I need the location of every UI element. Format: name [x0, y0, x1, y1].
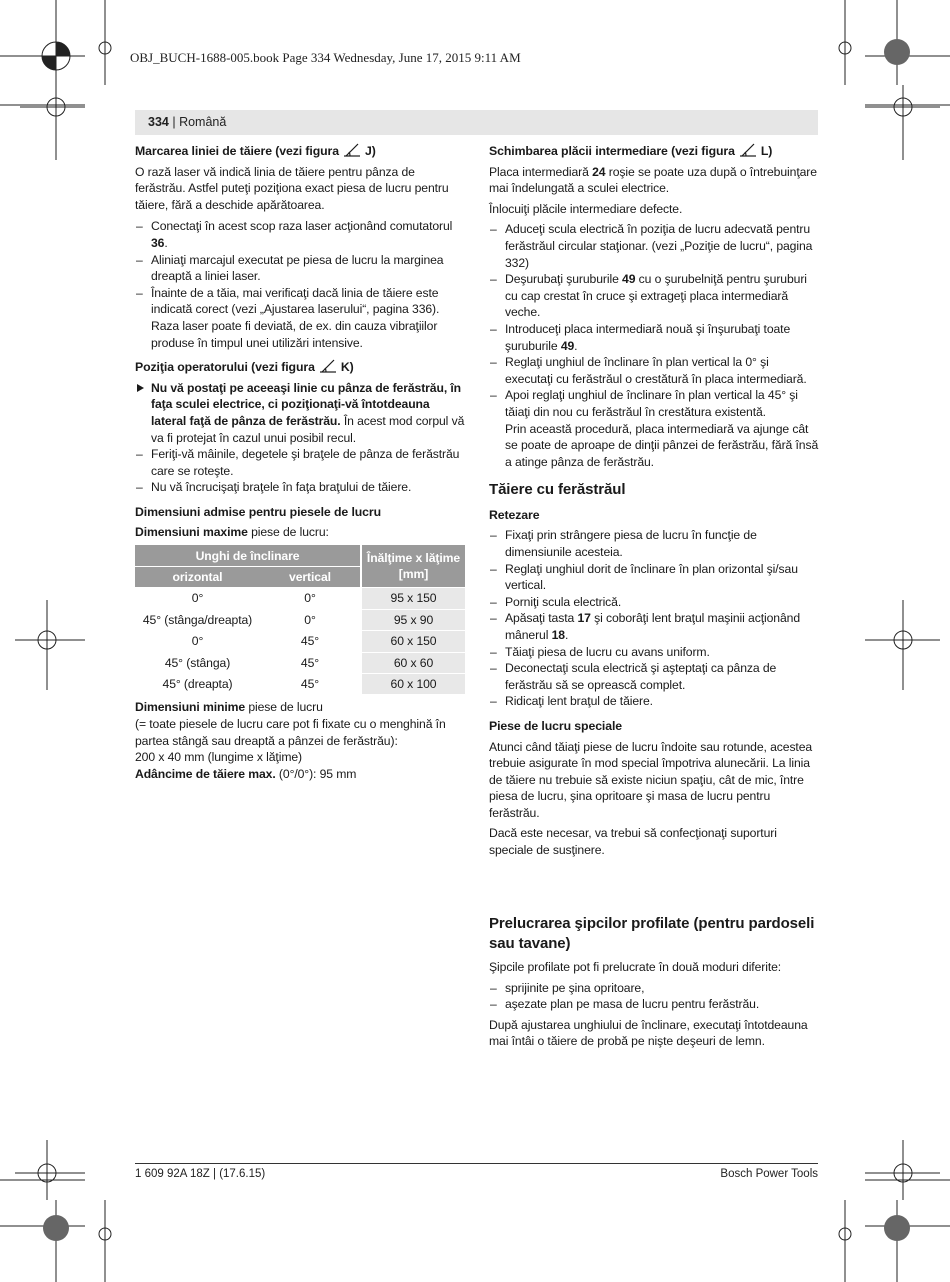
plate-item: – Apoi reglaţi unghiul de înclinare în plan vertical la 45° şi tăiaţi din nou cu ferăstrăul în crestătura existentă. — [489, 387, 819, 420]
profiles-item: – sprijinite pe şina opritoare, — [489, 980, 819, 997]
max-dimensions-label: Dimensiuni maxime piese de lucru: — [135, 525, 329, 540]
plate-item: – Aduceţi scula electrică în poziţia de lucru adecvată pentru ferăstrăul circular staţionar. (vezi „Poziţie de lucru“, pagina 332) — [489, 221, 819, 271]
table-header-horizontal: orizontal — [135, 567, 260, 588]
table-row: 0° 0° 95 x 150 — [135, 588, 465, 609]
profiles-body-2: După ajustarea unghiului de înclinare, executaţi întotdeauna mai întâi o tăiere de probă pe nişte deşeuri de lemn. — [489, 1017, 808, 1049]
table-header-size: Înălţime x lăţime [mm] — [361, 545, 465, 588]
plate-item: – Reglaţi unghiul de înclinare în plan vertical la 0° şi executaţi cu ferăstrăul o crestătură în placa intermediară. — [489, 354, 819, 387]
min-dimensions-label: Dimensiuni minime piese de lucru — [135, 700, 323, 715]
profiles-body: Şipcile profilate pot fi prelucrate în două moduri diferite: — [489, 960, 782, 974]
footer-doc-id: 1 609 92A 18Z | (17.6.15) — [135, 1168, 266, 1180]
laser-item: – Conectaţi în acest scop raza laser acţionând comutatorul 36. — [135, 218, 467, 251]
special-body: Atunci când tăiaţi piese de lucru îndoite sau rotunde, acestea trebuie asigurate în mod special împotriva alunecării. La linia de tăiere nu trebuie să existe niciun spaţiu, cât de mic, între piesa de lucru, şina opritoare şi masa de lucru pentru ferăstrău. — [489, 739, 813, 820]
laser-item: – Aliniaţi marcajul executat pe piesa de lucru la marginea dreaptă a liniei laser. — [135, 252, 467, 285]
footer-rule — [135, 1163, 818, 1164]
plate-body-2: Înlocuiţi plăcile intermediare defecte. — [489, 201, 683, 216]
subsection-cutting: Retezare — [489, 507, 540, 522]
page-header — [148, 115, 226, 129]
cutting-item: – Ridicaţi lent braţul de tăiere. — [489, 693, 819, 710]
plate-item-continuation: Prin această procedură, placa intermediară va ajunge cât se poate de aproape de dinţii pânzei de ferăstrău, fără însă a atinge pânza de ferăstrău. — [505, 421, 819, 469]
table-header-vertical: vertical — [260, 567, 361, 588]
warning-item: Nu vă postaţi pe aceeaşi linie cu pânza de ferăstrău, în faţa sculei electrice, ci poziţionaţi-vă întotdeauna lateral faţă de pânza de ferăstrău. În acest mod corpul vă va fi protejat în cazul unui posibil recul. — [135, 380, 467, 446]
cutting-item: – Fixaţi prin strângere piesa de lucru în funcţie de dimensiunile acesteia. — [489, 527, 819, 560]
table-row: 0° 45° 60 x 150 — [135, 631, 465, 652]
laser-item: – Înainte de a tăia, mai verificaţi dacă linia de tăiere este indicată corect (vezi „Ajustarea laserului“, pagina 336). Raza laser poate fi deviată, de ex. din cauza vibraţiilor produse în timpul unei utilizări intensive. — [135, 285, 467, 351]
header-separator: | — [168, 115, 180, 129]
cutting-item: – Apăsaţi tasta 17 şi coborâţi lent braţul maşinii acţionând mânerul 18. — [489, 610, 819, 643]
section-title-sawing: Tăiere cu ferăstrăul — [489, 481, 626, 499]
plate-item: – Deşurubaţi şuruburile 49 cu o şurubelniţă pentru şuruburi cu cap crestat în cruce şi extrageţi placa intermediară veche. — [489, 271, 819, 321]
laser-body: O rază laser vă indică linia de tăiere pentru pânza de ferăstrău. Astfel puteţi poziţiona exact piesa de lucru pentru tăiere, fără a deschide apărătoarea. — [135, 164, 449, 212]
table-header-angle: Unghi de înclinare — [135, 545, 361, 567]
cutting-item: – Porniţi scula electrică. — [489, 594, 819, 611]
min-dimensions-body: (= toate piesele de lucru care pot fi fixate cu o menghină în partea stângă sau dreaptă a pânzei de ferăstrău): — [135, 717, 446, 748]
right-column-lower — [489, 914, 819, 1050]
subsection-special-workpieces: Piese de lucru speciale — [489, 718, 623, 733]
min-dimensions-value: 200 x 40 mm (lungime x lăţime) — [135, 750, 303, 765]
page-number: 334 — [148, 115, 169, 129]
section-title-profiles: Prelucrarea şipcilor profilate (pentru pardoseli sau tavane) — [489, 915, 815, 952]
dimensions-table — [135, 545, 465, 695]
max-cut-depth: Adâncime de tăiere max. (0°/0°): 95 mm — [135, 766, 357, 781]
cutting-item: – Tăiaţi piesa de lucru cu avans uniform. — [489, 644, 819, 661]
operator-item: – Feriţi-vă mâinile, degetele şi braţele de pânza de ferăstrău care se roteşte. — [135, 446, 467, 479]
table-row: 45° (stânga/dreapta) 0° 95 x 90 — [135, 609, 465, 630]
plate-item: – Introduceţi placa intermediară nouă şi înşurubaţi toate şuruburile 49. — [489, 321, 819, 354]
cutting-item: – Reglaţi unghiul dorit de înclinare în plan orizontal şi/sau vertical. — [489, 561, 819, 594]
special-body-2: Dacă este necesar, va trebui să confecţionaţi suporturi speciale de susţinere. — [489, 826, 777, 858]
table-row: 45° (stânga) 45° 60 x 60 — [135, 652, 465, 673]
file-slug: OBJ_BUCH-1688-005.book Page 334 Wednesday, June 17, 2015 9:11 AM — [130, 50, 521, 65]
operator-item: – Nu vă încrucişaţi braţele în faţa braţului de tăiere. — [135, 479, 467, 496]
footer-brand: Bosch Power Tools — [720, 1168, 818, 1180]
plate-body: Placa intermediară 24 roşie se poate uza după o întrebuinţare mai îndelungată a sculei electrice. — [489, 164, 817, 196]
figure-symbol-icon — [739, 143, 757, 157]
section-title-laser: Marcarea liniei de tăiere (vezi figura J) — [135, 144, 376, 158]
table-row: 45° (dreapta) 45° 60 x 100 — [135, 674, 465, 695]
profiles-item: – aşezate plan pe masa de lucru pentru ferăstrău. — [489, 996, 819, 1013]
header-language: Română — [179, 115, 227, 129]
left-column — [135, 143, 467, 782]
cutting-item: – Deconectaţi scula electrică şi aşteptaţi ca pânza de ferăstrău să se oprească complet. — [489, 660, 819, 693]
figure-symbol-icon — [319, 359, 337, 373]
figure-symbol-icon — [343, 143, 361, 157]
section-title-dimensions: Dimensiuni admise pentru piesele de lucru — [135, 504, 382, 519]
right-column — [489, 143, 819, 859]
section-title-operator: Poziţia operatorului (vezi figura K) — [135, 360, 354, 375]
section-title-plate: Schimbarea plăcii intermediare (vezi figura L) — [489, 144, 773, 158]
page-header-bar — [135, 110, 818, 135]
